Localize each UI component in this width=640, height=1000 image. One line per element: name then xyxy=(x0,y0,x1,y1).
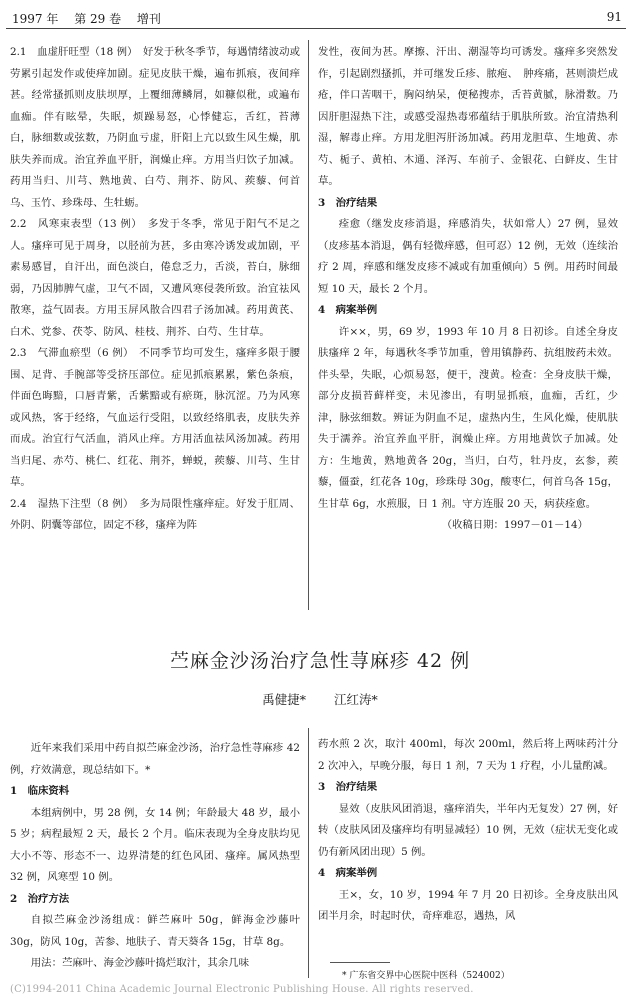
copyright-footer: (C)1994-2011 China Academic Journal Electronic Publishing House. All rights reserved. xyxy=(10,984,474,995)
paragraph: 许××，男，69 岁，1993 年 10 月 8 日初诊。自述全身皮肤瘙痒 2 年，每遇秋冬季节加重，曾用镇静药、抗组胺药未效。伴头晕，失眠，心烦易怒，便干，溲黄。检查：全身皮肤干燥，部分皮损苔藓样变，未见渗出，有明显抓痕，血痂，舌红，少津，脉弦细数。辨证为阴血不足，虚热内生，生风化燥，使肌肤失于濡养。治宜养血平肝，润燥止痒。方用地黄饮子加减。处方：生地黄，熟地黄各 20g，当归，白芍，牡丹皮，玄参，蒺藜，僵蚕，红花各 10g，珍珠母 30g，酸枣仁，何首乌各 15g，生甘草 6g，水煎服，日 1 剂。守方连服 20 天，病获痊愈。 xyxy=(318,325,618,510)
paragraph: 发性，夜间为甚。摩擦、汗出、潮湿等均可诱发。瘙痒多突然发作，引起剧烈搔抓，并可继发丘疹、脓疱、 肿疼痛，甚则溃烂成疮，伴口苦咽干，胸闷纳呆，便秘搜赤，舌苔黄腻，脉滑数。乃因肝胆湿热下注，或感受湿热毒邪蕴结于肌肤所致。治宜清热利湿，解毒止痒。方用龙胆泻肝汤加减。药用龙胆草、生地黄、赤芍、栀子、黄柏、木通、泽泻、车前子、金银花、白鲜皮、生甘草。 xyxy=(318,46,618,187)
paragraph: 近年来我们采用中药自拟苎麻金沙汤，治疗急性荨麻疹 42 例，疗效满意，现总结如下。* xyxy=(10,742,300,776)
section-heading: 1 临床资料 xyxy=(10,785,70,797)
paragraph: 2.1 血虚肝旺型（18 例） 好发于秋冬季节，每遇情绪波动或劳累引起发作或使痒加剧。症见皮肤干燥，遍布抓痕，夜间痒甚。经常搔抓则皮肤坝厚，上覆细薄鳞屑，如糠似秕，或遍布血痂。伴有眩晕，失眠，烦躁易怒，心悸健忘，舌红，苔薄白，脉细数或弦数，乃阴血亏虚，肝阳上亢以致生风生燥，肌肤失养而成。治宜养血平肝，润燥止痒。方用当归饮子加减。药用当归、川芎、熟地黄、白芍、荆芥、防风、蒺藜、何首乌、玉竹、珍珠母、生牡蛎。 xyxy=(10,46,300,209)
paragraph: 本组病例中，男 28 例，女 14 例；年龄最大 48 岁，最小 5 岁；病程最短 2 天，最长 2 个月。临床表现为全身皮肤均见大小不等、形态不一、边界清楚的红色风团、瘙痒。属风热型 32 例，风寒型 10 例。 xyxy=(10,806,300,883)
column-divider-upper xyxy=(308,40,309,610)
paragraph: 自拟苎麻金沙汤组成：鲜苎麻叶 50g，鲜海金沙藤叶 30g，防风 10g，苦参、地肤子、青天葵各 15g，甘草 8g。 xyxy=(10,914,300,948)
header-supplement: 增刊 xyxy=(136,12,161,26)
header-left xyxy=(12,10,173,27)
paragraph: （收稿日期：1997－01－14） xyxy=(441,519,588,531)
section-heading: 4 病案举例 xyxy=(318,867,378,879)
paragraph: 2.2 风寒束表型（13 例） 多发于冬季，常见于阳气不足之人。瘙痒可见于周身，以胫前为甚，多由寒冷诱发或加剧，平素易感冒，自汗出，面色淡白，倦怠乏力，舌淡，苔白，脉细弱，乃因肺脾气虚，卫气不固，又遭风寒侵袭所致。治宜祛风散寒，益气固表。方用玉屏风散合四君子汤加减。药用黄芪、白术、党参、茯苓、防风、桂枝、荆芥、白芍、生甘草。 xyxy=(10,218,300,338)
affiliation-footnote: * 广东省交界中心医院中医科（524002） xyxy=(342,971,510,981)
upper-right-column xyxy=(318,42,618,537)
column-divider-lower xyxy=(308,728,309,978)
header-year: 1997 年 xyxy=(12,12,59,26)
author-2: 江红涛* xyxy=(333,692,378,707)
paragraph: 用法：苎麻叶、海金沙藤叶捣烂取汁，其余几味 xyxy=(30,957,249,969)
author-1: 禹健捷* xyxy=(262,692,306,707)
paragraph: 2.3 气滞血瘀型（6 例） 不同季节均可发生，瘙痒多限于腰围、足背、手腕部等受挤压部位。症见抓痕累累，紫色条痕，伴面色晦黯，口唇青紫，舌紫黯或有瘀斑，脉沉涩。乃为风寒或风热，客于经络，气血运行受阻，以致经络肌表，皮肤失养而成。治宜行气活血，消风止痒。方用活血祛风汤加减。药用当归尾、赤芍、桃仁、红花、荆芥，蝉蜕，蒺藜、川芎、生甘草。 xyxy=(10,347,300,488)
footnote-rule xyxy=(330,962,390,963)
paragraph: 2.4 湿热下注型（8 例） 多为局限性瘙痒症。好发于肛周、外阴、阴囊等部位，固定不移，瘙痒为阵 xyxy=(10,497,300,531)
header-volume: 第 29 卷 xyxy=(74,12,122,26)
article-authors xyxy=(0,690,640,708)
section-heading: 2 治疗方法 xyxy=(10,892,70,905)
header-rule xyxy=(6,28,626,29)
article-title: 苎麻金沙汤治疗急性荨麻疹 42 例 xyxy=(169,650,471,672)
paragraph: 王×，女，10 岁，1994 年 7 月 20 日初诊。全身皮肤出风团半月余，时起时伏，奇痒难忍，遇热，风 xyxy=(318,888,618,922)
paragraph: 痊愈（继发皮疹消退，痒感消失，状如常人）27 例，显效（皮疹基本消退，偶有轻微痒感，但可忍）12 例，无效（连续治疗 2 周，痒感和继发皮疹不减或有加重倾向）5 例。用药时间最短 10 天，最长 2 个月。 xyxy=(318,218,618,295)
upper-left-column xyxy=(10,42,300,537)
section-heading: 3 治疗结果 xyxy=(318,196,378,209)
page-number: 91 xyxy=(606,10,622,24)
lower-right-column xyxy=(318,734,618,928)
section-heading: 3 治疗结果 xyxy=(318,781,378,793)
paragraph: 药水煎 2 次，取汁 400ml，每次 200ml，然后将上两味药汁分 2 次冲入，早晚分服，每日 1 剂，7 天为 1 疗程，小儿量酌减。 xyxy=(318,738,618,772)
running-header xyxy=(6,6,626,28)
paragraph: 显效（皮肤风团消退，瘙痒消失，半年内无复发）27 例，好转（皮肤风团及瘙痒均有明显减轻）10 例，无效（症状无变化或仍有新风团出现）5 例。 xyxy=(318,802,618,858)
section-heading: 4 病案举例 xyxy=(318,304,378,316)
lower-left-column xyxy=(10,738,300,975)
